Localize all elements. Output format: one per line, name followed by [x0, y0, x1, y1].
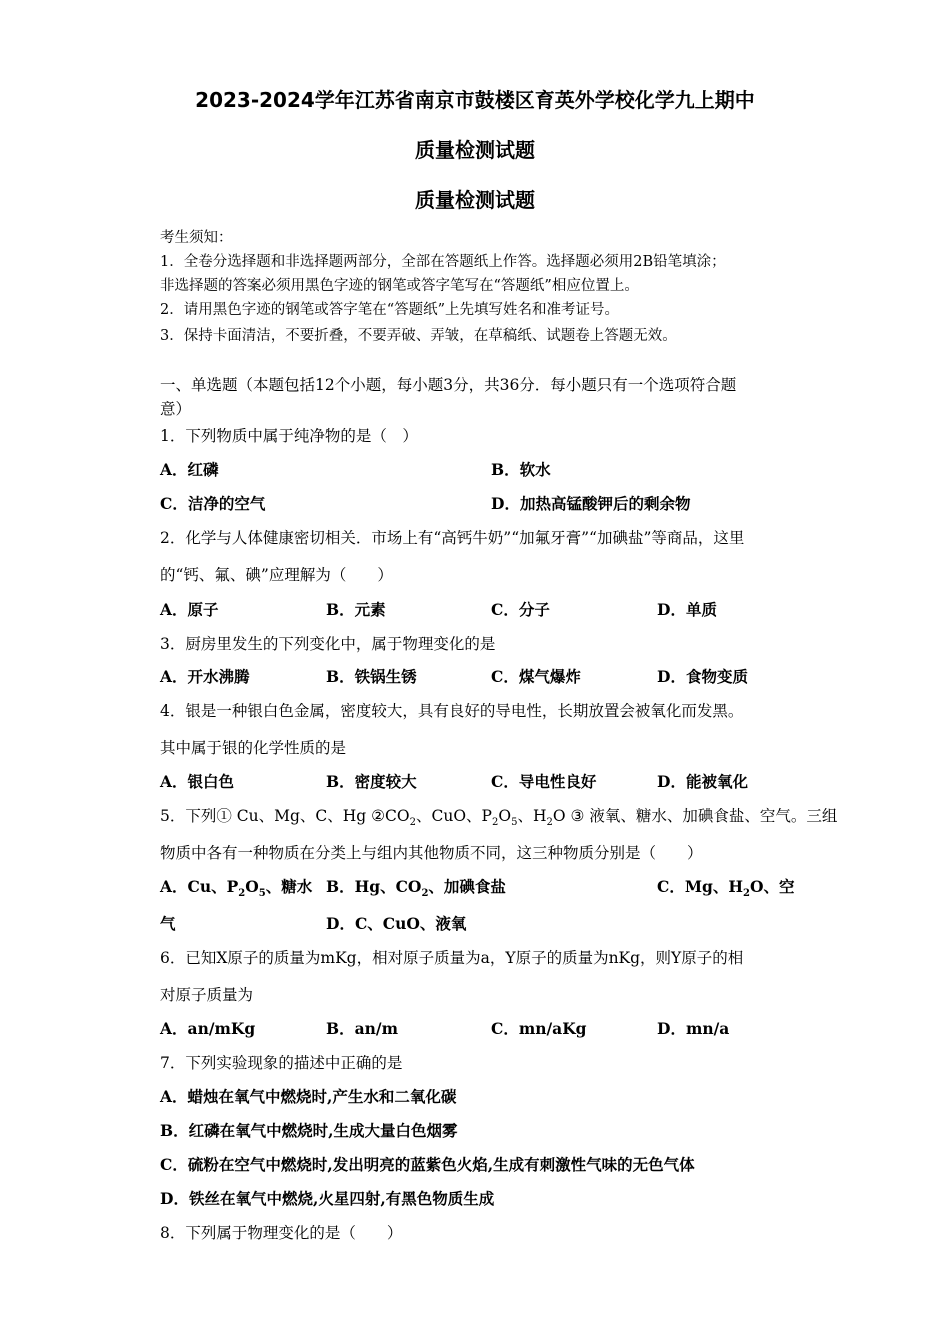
question-1-option-d: D．加热高锰酸钾后的剩余物	[491, 494, 691, 513]
question-5-stem-line2: 物质中各有一种物质在分类上与组内其他物质不同，这三种物质分别是（ ）	[160, 844, 703, 862]
question-5-option-b: B．Hg、$CO_2$、加碘食盐	[326, 877, 506, 900]
question-5-option-c-wrap: 气	[160, 914, 176, 933]
question-2-stem-line2: 的“钙、氟、碘”应理解为（ ）	[160, 566, 393, 584]
question-4-option-c: C．导电性良好	[491, 772, 597, 791]
question-7-stem: 7．下列实验现象的描述中正确的是	[160, 1054, 403, 1072]
question-7-option-a: A．蜡烛在氧气中燃烧时,产生水和二氧化碳	[160, 1087, 457, 1106]
question-3-option-d: D．食物变质	[657, 667, 748, 686]
exam-title-line3: 质量检测试题	[415, 188, 535, 212]
question-8-stem: 8．下列属于物理变化的是（ ）	[160, 1224, 403, 1242]
question-5-option-d: D．C、CuO、液氧	[326, 914, 467, 933]
question-3-stem: 3．厨房里发生的下列变化中，属于物理变化的是	[160, 635, 496, 653]
section-heading-line2: 意）	[160, 400, 192, 418]
question-6-option-a: A．an/mKg	[160, 1019, 256, 1038]
notice-item-1b: 非选择题的答案必须用黑色字迹的钢笔或答字笔写在“答题纸”相应位置上。	[160, 278, 639, 294]
question-2-option-c: C．分子	[491, 600, 550, 619]
question-7-option-d: D．铁丝在氧气中燃烧,火星四射,有黑色物质生成	[160, 1189, 495, 1208]
question-7-option-c: C．硫粉在空气中燃烧时,发出明亮的蓝紫色火焰,生成有刺激性气味的无色气体	[160, 1155, 695, 1174]
question-2-option-d: D．单质	[657, 600, 717, 619]
question-1-option-a: A．红磷	[160, 460, 219, 479]
question-1-option-c: C．洁净的空气	[160, 494, 266, 513]
question-5-option-c: C．Mg、$H_2O$、空	[657, 877, 795, 900]
exam-title-line1: 2023-2024学年江苏省南京市鼓楼区育英外学校化学九上期中	[195, 88, 755, 112]
question-2-stem-line1: 2．化学与人体健康密切相关．市场上有“高钙牛奶”“加氟牙膏”“加碘盐”等商品，这里	[160, 529, 745, 547]
question-4-option-d: D．能被氧化	[657, 772, 748, 791]
question-3-option-a: A．开水沸腾	[160, 667, 250, 686]
question-3-option-c: C．煤气爆炸	[491, 667, 581, 686]
question-4-option-b: B．密度较大	[326, 772, 417, 791]
question-3-option-b: B．铁锅生锈	[326, 667, 417, 686]
notice-heading: 考生须知：	[160, 230, 233, 246]
question-6-option-c: C．mn/aKg	[491, 1019, 587, 1038]
notice-item-1a: 1．全卷分选择题和非选择题两部分，全部在答题纸上作答。选择题必须用2B铅笔填涂；	[160, 254, 726, 270]
exam-title-line2: 质量检测试题	[415, 138, 535, 162]
question-5-stem-line1: 5．下列① Cu、Mg、C、Hg $②CO_2$、CuO、$P_2O_5$、$H_2O$ ③ 液氧、糖水、加碘食盐、空气。三组	[160, 807, 838, 829]
notice-item-2: 2．请用黑色字迹的钢笔或答字笔在“答题纸”上先填写姓名和准考证号。	[160, 302, 620, 318]
question-4-option-a: A．银白色	[160, 772, 235, 791]
question-4-stem-line1: 4．银是一种银白色金属，密度较大，具有良好的导电性，长期放置会被氧化而发黑。	[160, 702, 744, 720]
question-6-stem-line1: 6．已知X原子的质量为mKg，相对原子质量为a，Y原子的质量为nKg，则Y原子的相	[160, 949, 744, 967]
question-1-stem: 1．下列物质中属于纯净物的是（ ）	[160, 427, 418, 445]
question-2-option-a: A．原子	[160, 600, 219, 619]
section-heading-line1: 一、单选题（本题包括12个小题，每小题3分，共36分．每小题只有一个选项符合题	[160, 376, 737, 394]
notice-item-3: 3．保持卡面清洁，不要折叠，不要弄破、弄皱，在草稿纸、试题卷上答题无效。	[160, 328, 677, 344]
question-4-stem-line2: 其中属于银的化学性质的是	[160, 739, 347, 757]
question-5-option-a: A．Cu、$P_2O_5$、糖水	[160, 877, 313, 900]
question-2-option-b: B．元素	[326, 600, 386, 619]
question-6-option-b: B．an/m	[326, 1019, 398, 1038]
question-1-option-b: B．软水	[491, 460, 551, 479]
question-6-option-d: D．mn/a	[657, 1019, 730, 1038]
question-6-stem-line2: 对原子质量为	[160, 986, 254, 1004]
question-7-option-b: B．红磷在氧气中燃烧时,生成大量白色烟雾	[160, 1121, 458, 1140]
